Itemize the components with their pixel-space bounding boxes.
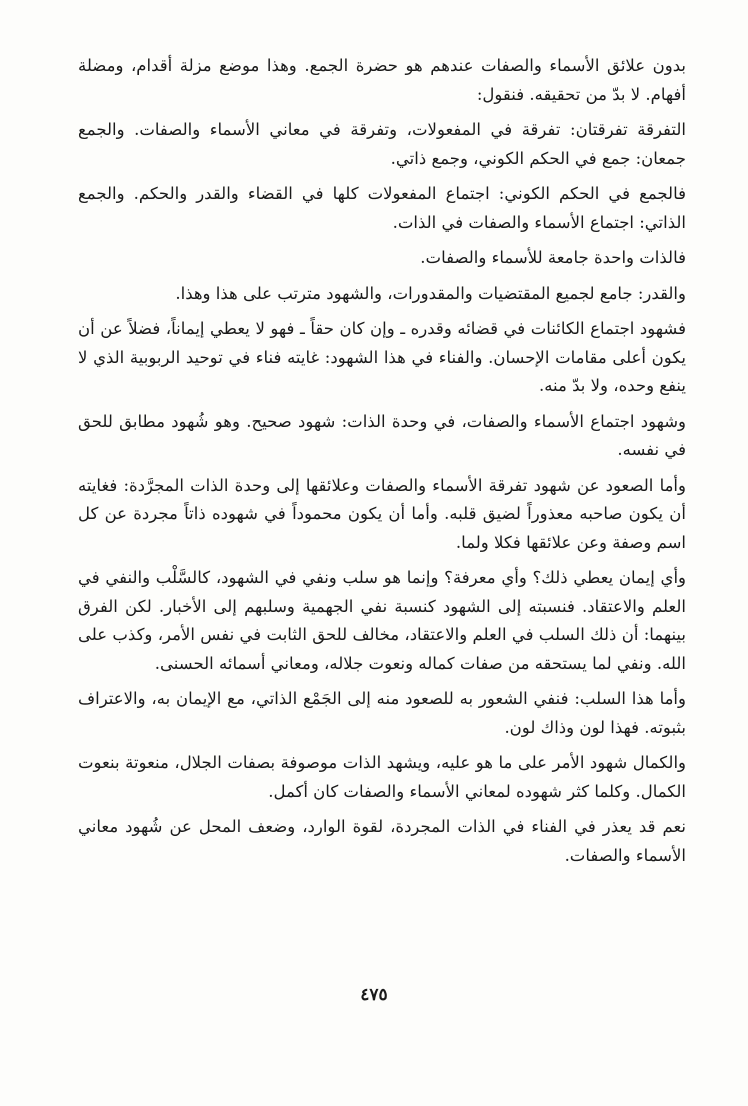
paragraph-6: فشهود اجتماع الكائنات في قضائه وقدره ـ وإن كان حقاً ـ فهو لا يعطي إيماناً، فضلاً عن أن يكون أعلى مقامات الإحسان. والفناء في هذا الشهود: غايته فناء في توحيد الربوبية الذي لا ينفع وحده، ولا بدّ منه. <box>78 319 686 395</box>
page-body-text <box>78 52 686 877</box>
paragraph-8: وأما الصعود عن شهود تفرقة الأسماء والصفات وعلائقها إلى وحدة الذات المجرَّدة: فغايته أن يكون صاحبه معذوراً لضيق قلبه. وأما أن يكون محموداً في شهوده ذاتاً مجردة عن كل اسم وصفة وعن علائقها فكلا ولما. <box>78 475 686 552</box>
paragraph-7: وشهود اجتماع الأسماء والصفات، في وحدة الذات: شهود صحيح. وهو شُهود مطابق للحق في نفسه. <box>78 411 686 459</box>
paragraph-1: بدون علائق الأسماء والصفات عندهم هو حضرة الجمع. وهذا موضع مزلة أقدام، ومضلة أفهام. لا بدّ من تحقيقه. فنقول: <box>78 56 686 104</box>
paragraph-2: التفرقة تفرقتان: تفرقة في المفعولات، وتفرقة في معاني الأسماء والصفات. والجمع جمعان: جمع في الحكم الكوني، وجمع ذاتي. <box>78 120 686 168</box>
paragraph-9: وأي إيمان يعطي ذلك؟ وأي معرفة؟ وإنما هو سلب ونفي في الشهود، كالسَّلْب والنفي في العلم والاعتقاد. فنسبته إلى الشهود كنسبة نفي الجهمية وسلبهم إلى الأخبار. لكن الفرق بينهما: أن ذلك السلب في العلم والاعتقاد، مخالف للحق الثابت في نفس الأمر، وكذب على الله. ونفي لما يستحقه من صفات كماله ونعوت جلاله، ومعاني أسمائه الحسنى. <box>78 568 686 673</box>
page-number: ٤٧٥ <box>360 985 388 1005</box>
paragraph-12: نعم قد يعذر في الفناء في الذات المجردة، لقوة الوارد، وضعف المحل عن شُهود معاني الأسماء والصفات. <box>78 817 686 865</box>
paragraph-10: وأما هذا السلب: فنفي الشعور به للصعود منه إلى الجَمْع الذاتي، مع الإيمان به، والاعتراف بثبوته. فهذا لون وذاك لون. <box>78 689 686 737</box>
paragraph-5: والقدر: جامع لجميع المقتضيات والمقدورات، والشهود مترتب على هذا وهذا. <box>175 283 686 303</box>
paragraph-3: فالجمع في الحكم الكوني: اجتماع المفعولات كلها في القضاء والقدر والحكم. والجمع الذاتي: اجتماع الأسماء والصفات في الذات. <box>78 184 686 232</box>
paragraph-11: والكمال شهود الأمر على ما هو عليه، ويشهد الذات موصوفة بصفات الجلال، منعوتة بنعوت الكمال. وكلما كثر شهوده لمعاني الأسماء والصفات كان أكمل. <box>78 753 686 801</box>
paragraph-4: فالذات واحدة جامعة للأسماء والصفات. <box>420 248 686 267</box>
